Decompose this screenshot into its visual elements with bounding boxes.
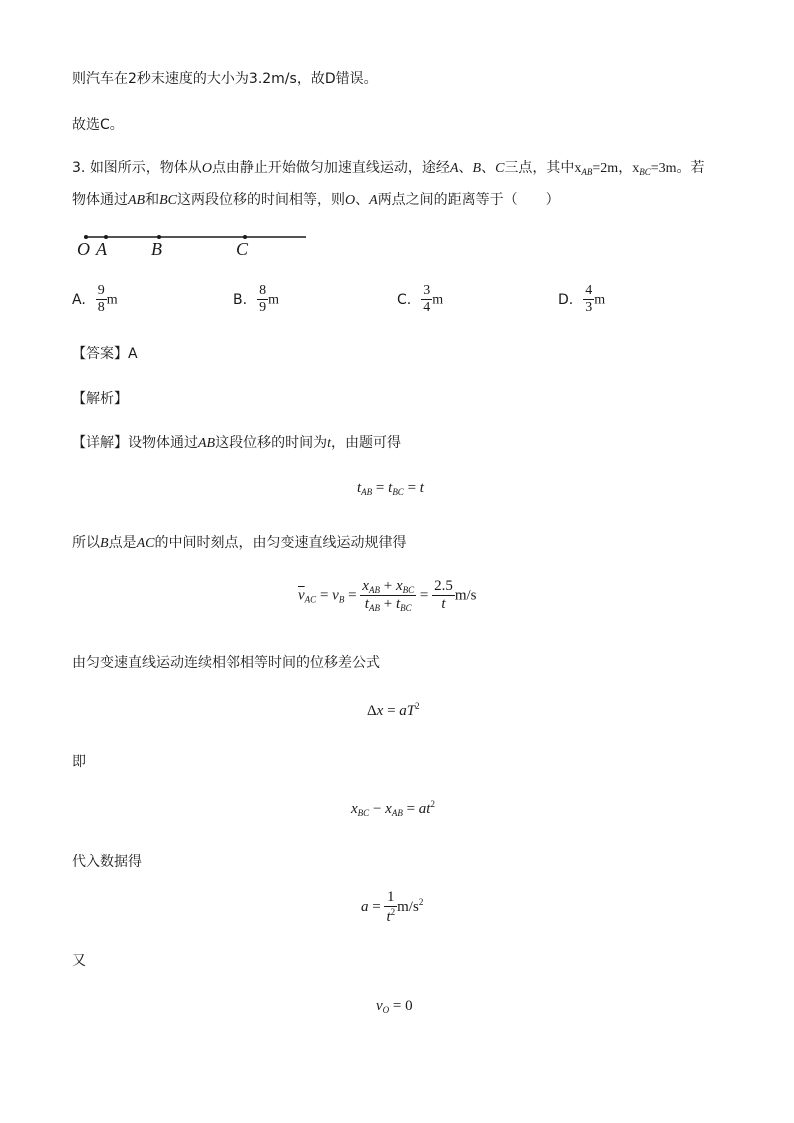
op: = bbox=[316, 587, 333, 604]
point-label: B bbox=[472, 161, 482, 176]
x-ab bbox=[574, 161, 632, 176]
answer-line bbox=[72, 343, 138, 363]
text-line-conclusion bbox=[72, 68, 378, 88]
option-fraction bbox=[421, 283, 432, 316]
op: = bbox=[368, 899, 385, 916]
denominator: 8 bbox=[97, 300, 105, 316]
numerator: 9 bbox=[97, 283, 105, 298]
var: x bbox=[385, 801, 392, 817]
question-3-line-2 bbox=[72, 189, 560, 209]
var: t bbox=[357, 480, 362, 496]
op: = bbox=[389, 998, 406, 1014]
detail-tag: 【详解】 bbox=[72, 435, 128, 451]
answer-value: A bbox=[128, 346, 138, 362]
question-text: 两点之间的距离等于（ ） bbox=[377, 192, 560, 208]
sub: BC bbox=[639, 167, 651, 177]
line-text: 故选C。 bbox=[72, 117, 124, 133]
var: x bbox=[362, 578, 369, 594]
var: t bbox=[426, 801, 431, 817]
op: = bbox=[402, 801, 419, 817]
segment-label: AB bbox=[198, 436, 216, 451]
text-line-substitute bbox=[72, 851, 142, 871]
var-t: t bbox=[327, 436, 331, 451]
denominator bbox=[360, 595, 416, 613]
analysis-tag: 【解析】 bbox=[72, 391, 128, 407]
op: = bbox=[372, 480, 389, 496]
motion-diagram bbox=[70, 226, 315, 260]
denominator bbox=[384, 906, 397, 926]
label-c: C bbox=[236, 239, 249, 259]
question-text: 和 bbox=[145, 192, 160, 208]
answer-tag: 【答案】 bbox=[72, 346, 128, 362]
text-line-also bbox=[72, 950, 86, 970]
analysis-line bbox=[72, 388, 128, 408]
var: t bbox=[386, 909, 391, 926]
option-a[interactable] bbox=[72, 283, 118, 316]
option-c[interactable] bbox=[397, 283, 443, 316]
line-text: 则汽车在2秒末速度的大小为3.2m/s，故D错误。 bbox=[72, 71, 378, 87]
segment-label: AB bbox=[128, 193, 146, 208]
label-b: B bbox=[151, 239, 162, 259]
text-line-choice bbox=[72, 114, 124, 134]
text-line-midpoint bbox=[72, 532, 406, 552]
denominator: 3 bbox=[585, 300, 593, 316]
option-letter: D. bbox=[558, 291, 574, 308]
fraction-accel bbox=[384, 889, 397, 927]
x-bc bbox=[632, 161, 704, 176]
sup: 2 bbox=[415, 701, 420, 711]
sub: AB bbox=[361, 487, 373, 497]
var: x bbox=[351, 801, 358, 817]
op: + bbox=[379, 578, 396, 594]
equation-3 bbox=[367, 701, 420, 720]
numerator bbox=[360, 578, 416, 595]
numerator: 4 bbox=[585, 283, 593, 298]
sub: BC bbox=[402, 585, 415, 595]
point-label: A bbox=[449, 161, 459, 176]
var: t bbox=[419, 480, 424, 496]
question-number: 3. bbox=[72, 160, 86, 176]
denominator: 9 bbox=[259, 300, 267, 316]
var: x bbox=[376, 703, 384, 719]
option-unit: m bbox=[594, 292, 606, 308]
sub: B bbox=[338, 594, 345, 605]
question-text: 如图所示，物体从 bbox=[89, 160, 202, 176]
point-label: B bbox=[100, 536, 109, 551]
sup: 2 bbox=[390, 907, 396, 918]
label-a: A bbox=[96, 239, 107, 259]
detail-line bbox=[72, 432, 401, 452]
denominator: t bbox=[432, 595, 455, 613]
question-text: 点由静止开始做匀加速直线运动，途经 bbox=[211, 160, 450, 176]
var: T bbox=[406, 703, 416, 719]
text: 由匀变速直线运动连续相邻相等时间的位移差公式 bbox=[72, 655, 380, 671]
question-text: 物体通过 bbox=[72, 192, 128, 208]
sub: BC bbox=[400, 603, 412, 614]
sup: 2 bbox=[418, 897, 424, 908]
numerator: 8 bbox=[259, 283, 267, 298]
sub: AB bbox=[391, 808, 403, 818]
separator: 、 bbox=[481, 160, 496, 176]
var: a bbox=[361, 899, 369, 916]
equation-6 bbox=[376, 998, 413, 1015]
equation-2 bbox=[298, 578, 477, 614]
op: + bbox=[379, 596, 396, 613]
option-letter: C. bbox=[397, 291, 412, 308]
var: x bbox=[632, 161, 640, 176]
value: 0 bbox=[405, 998, 413, 1014]
op: = bbox=[344, 587, 361, 604]
numerator: 1 bbox=[387, 889, 395, 905]
delta: Δ bbox=[367, 703, 377, 719]
question-text: 三点，其中 bbox=[504, 160, 575, 176]
unit: m/s bbox=[397, 899, 419, 916]
option-letter: A. bbox=[72, 291, 86, 308]
text-line-formula-intro bbox=[72, 652, 380, 672]
sup: 2 bbox=[430, 799, 435, 809]
option-unit: m bbox=[432, 292, 444, 308]
question-text: 这两段位移的时间相等，则 bbox=[177, 192, 345, 208]
var: v bbox=[332, 587, 339, 604]
equation-1 bbox=[357, 480, 424, 497]
option-b[interactable] bbox=[233, 283, 279, 316]
separator: 、 bbox=[355, 192, 370, 208]
sub: AB bbox=[581, 167, 593, 177]
val: =2m， bbox=[592, 161, 633, 176]
separator: 、 bbox=[458, 160, 473, 176]
option-unit: m bbox=[268, 292, 279, 308]
var: a bbox=[399, 703, 407, 719]
sub: AC bbox=[304, 594, 317, 605]
segment-label: AC bbox=[136, 536, 155, 551]
sub: BC bbox=[392, 487, 404, 497]
denominator: 4 bbox=[423, 300, 431, 316]
point-label: A bbox=[369, 193, 378, 208]
val: =3m。若 bbox=[650, 161, 705, 176]
var-vbar: $\overline{v}$ bbox=[298, 587, 305, 604]
point-label: C bbox=[495, 161, 505, 176]
op: = bbox=[403, 480, 420, 496]
numerator: 3 bbox=[423, 283, 431, 298]
point-label: O bbox=[201, 161, 212, 176]
detail-text: 设物体通过 bbox=[128, 435, 198, 451]
sub: BC bbox=[357, 808, 370, 818]
equation-5 bbox=[361, 889, 423, 927]
var: v bbox=[376, 998, 383, 1014]
sub: AB bbox=[368, 585, 380, 595]
var: a bbox=[418, 801, 427, 817]
detail-text: ，由题可得 bbox=[331, 435, 401, 451]
label-o: O bbox=[77, 239, 90, 259]
option-fraction bbox=[257, 283, 268, 316]
numerator: 2.5 bbox=[434, 578, 453, 595]
unit: m/s bbox=[454, 587, 477, 604]
option-d[interactable] bbox=[558, 283, 605, 316]
var: t bbox=[364, 596, 369, 613]
detail-text: 这段位移的时间为 bbox=[215, 435, 328, 451]
text: 代入数据得 bbox=[72, 854, 142, 870]
text: 的中间时刻点，由匀变速直线运动规律得 bbox=[154, 535, 407, 551]
var: t bbox=[395, 596, 401, 613]
segment-label: BC bbox=[159, 193, 177, 208]
op: = bbox=[416, 587, 433, 604]
option-fraction bbox=[96, 283, 107, 316]
fraction-value bbox=[432, 578, 455, 614]
option-fraction bbox=[583, 283, 594, 316]
var: x bbox=[395, 578, 403, 594]
op: = bbox=[383, 703, 400, 719]
text: 点是 bbox=[108, 535, 137, 551]
text: 所以 bbox=[72, 535, 100, 551]
option-letter: B. bbox=[233, 291, 248, 308]
option-unit: m bbox=[106, 292, 118, 308]
op: − bbox=[369, 801, 386, 817]
sub: AB bbox=[368, 603, 380, 614]
text: 又 bbox=[72, 953, 86, 969]
var: t bbox=[388, 480, 393, 496]
point-label: O bbox=[345, 193, 356, 208]
equation-4 bbox=[351, 799, 435, 818]
text: 即 bbox=[72, 754, 86, 770]
fraction-distance-time bbox=[360, 578, 416, 614]
text-line-ie bbox=[72, 751, 86, 771]
var: x bbox=[574, 161, 582, 176]
question-3-line-1 bbox=[72, 157, 705, 177]
sub: O bbox=[382, 1005, 390, 1015]
